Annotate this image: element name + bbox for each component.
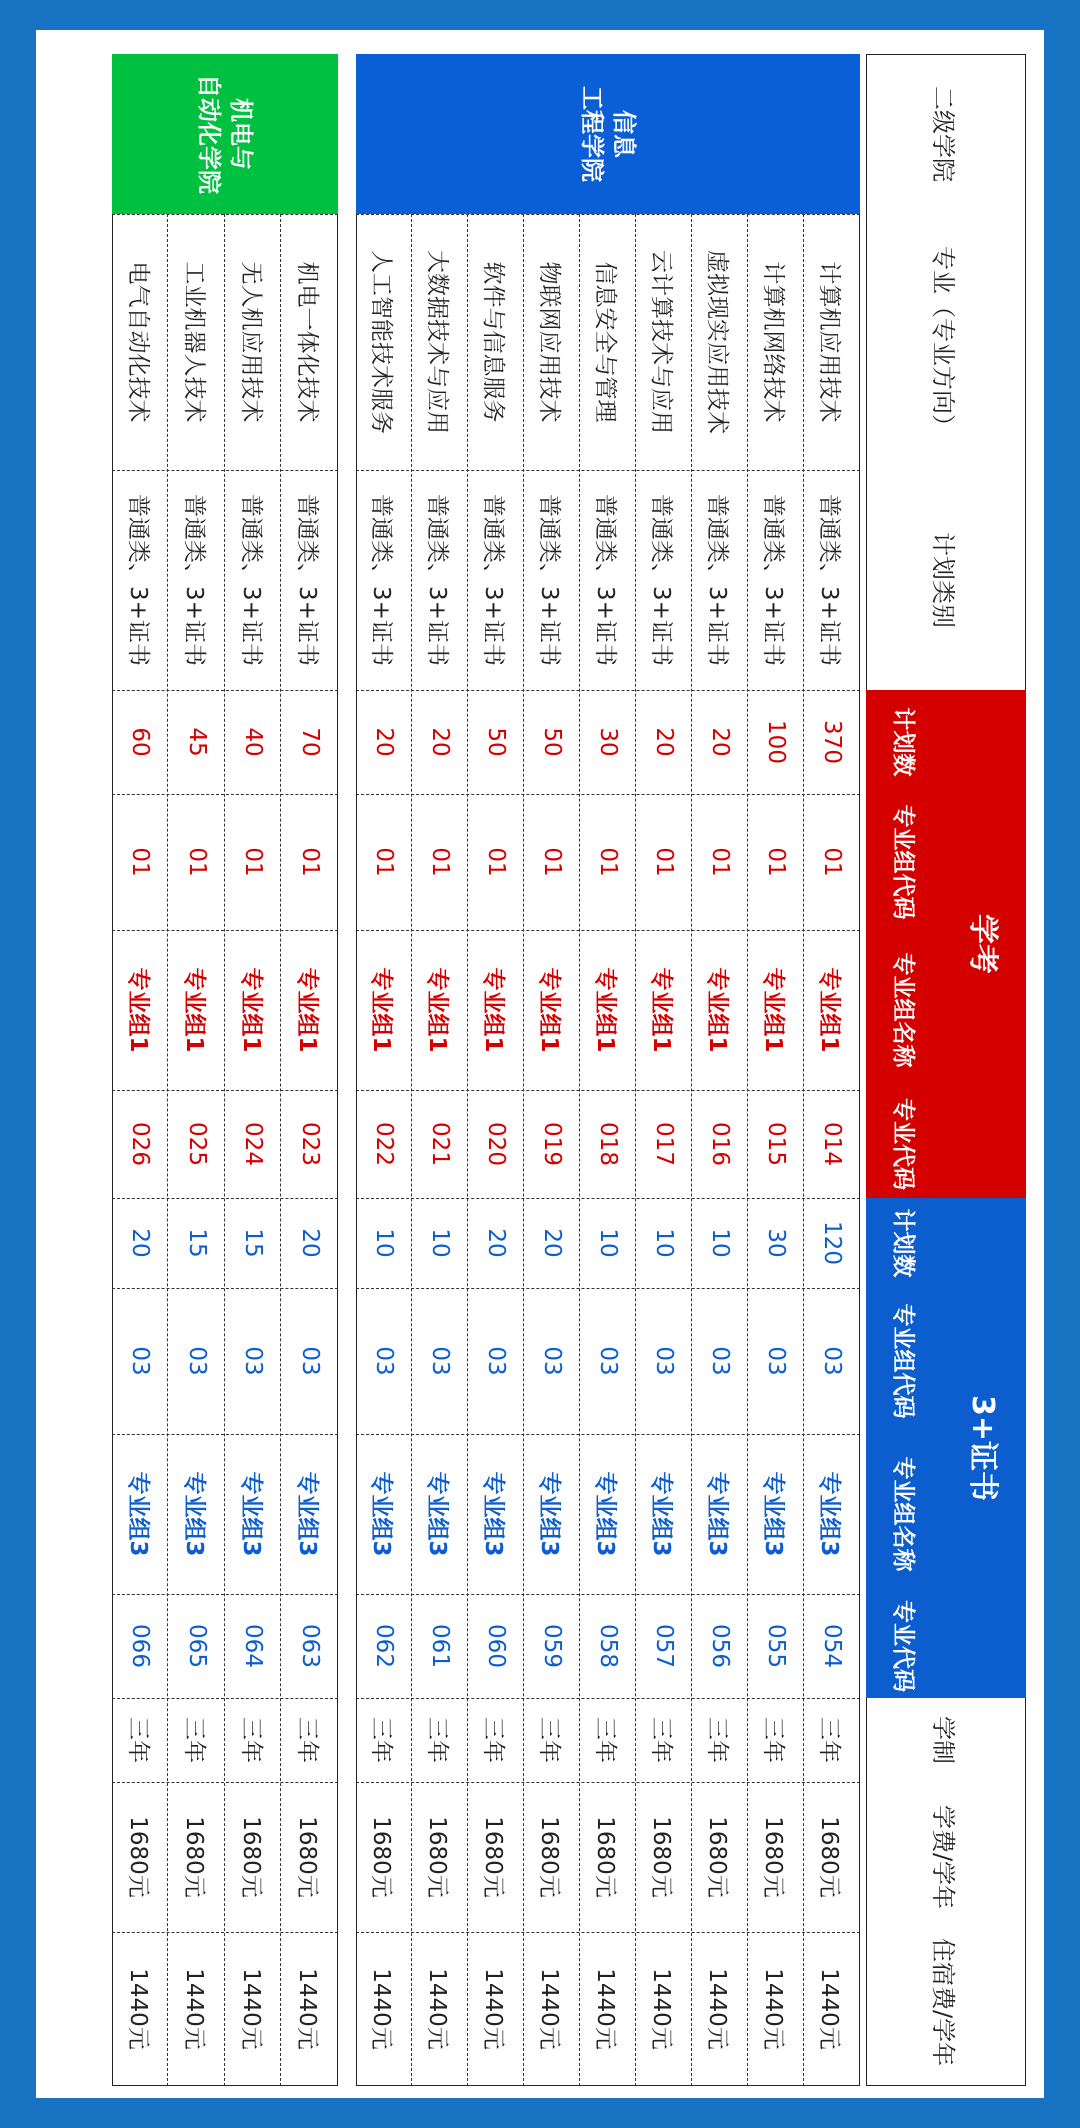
cell-c-code: 055	[763, 1624, 789, 1668]
row-divider	[168, 214, 169, 2086]
cell-years: 三年	[816, 1717, 843, 1763]
cell-x-gname: 专业组1	[536, 967, 563, 1053]
cell-major: 无人机应用技术	[237, 261, 264, 423]
cell-c-code: 063	[296, 1624, 323, 1668]
cell-x-count: 30	[595, 727, 621, 757]
cell-x-code: 018	[595, 1122, 621, 1166]
cell-lodging: 1440元	[181, 1968, 208, 2050]
cell-major: 软件与信息服务	[480, 261, 507, 423]
cell-x-code: 023	[296, 1122, 323, 1166]
row-divider	[224, 214, 225, 2086]
cell-tuition: 1680元	[294, 1816, 321, 1898]
cert-group-name-header: 专业组名称	[890, 1456, 917, 1572]
cell-type: 普通类、3+证书	[368, 494, 395, 666]
header-tuition: 学费/学年	[929, 1804, 958, 1910]
xuekao-plan-count-header: 计划数	[890, 707, 917, 777]
cell-x-count: 20	[371, 727, 397, 757]
cert-major-code-header: 专业代码	[890, 1600, 917, 1692]
cell-type: 普通类、3+证书	[237, 494, 264, 666]
row-divider	[691, 214, 692, 2086]
cell-x-gname: 专业组1	[592, 967, 619, 1053]
cell-x-gname: 专业组1	[424, 967, 451, 1053]
cell-tuition: 1680元	[704, 1816, 731, 1898]
column-divider	[356, 1198, 860, 1199]
row-divider	[467, 214, 468, 2086]
cell-x-gcode: 01	[127, 847, 154, 877]
header-duration: 学制	[929, 1716, 958, 1764]
xuekao-group-code-header: 专业组代码	[890, 804, 917, 920]
cell-x-code: 017	[651, 1122, 677, 1166]
cell-lodging: 1440元	[816, 1968, 843, 2050]
column-divider	[356, 930, 860, 931]
cell-x-code: 014	[819, 1122, 845, 1166]
cell-x-gcode: 01	[296, 847, 323, 877]
cell-major: 机电一体化技术	[294, 261, 321, 423]
cell-tuition: 1680元	[648, 1816, 675, 1898]
cell-x-count: 20	[651, 727, 677, 757]
cell-c-gcode: 03	[296, 1346, 323, 1376]
cell-x-code: 016	[707, 1122, 733, 1166]
cell-tuition: 1680元	[760, 1816, 787, 1898]
college-name-line2: 工程学院	[578, 86, 606, 182]
cell-c-gcode: 03	[240, 1346, 267, 1376]
cell-x-gcode: 01	[483, 847, 509, 877]
cell-years: 三年	[480, 1717, 507, 1763]
cell-c-gname: 专业组3	[480, 1471, 507, 1557]
cell-x-gname: 专业组1	[704, 967, 731, 1053]
cell-major: 物联网应用技术	[536, 261, 563, 423]
cell-c-code: 065	[183, 1624, 210, 1668]
cell-x-gname: 专业组1	[124, 967, 151, 1053]
header-lodging: 住宿费/学年	[929, 1938, 958, 2067]
cell-lodging: 1440元	[237, 1968, 264, 2050]
cell-x-gname: 专业组1	[294, 967, 321, 1053]
cell-c-count: 30	[763, 1228, 789, 1258]
column-divider	[356, 1288, 860, 1289]
column-divider	[112, 1698, 338, 1699]
cell-type: 普通类、3+证书	[181, 494, 208, 666]
cell-c-gname: 专业组3	[648, 1471, 675, 1557]
cert-title: 3+证书	[965, 1394, 1000, 1501]
college-name-line1: 信息	[610, 110, 639, 158]
cell-c-code: 064	[240, 1624, 267, 1668]
cell-c-gcode: 03	[651, 1346, 677, 1376]
xuekao-title: 学考	[965, 914, 1000, 974]
college-name-line2: 自动化学院	[195, 74, 223, 194]
cell-years: 三年	[237, 1717, 264, 1763]
cell-years: 三年	[704, 1717, 731, 1763]
cell-lodging: 1440元	[704, 1968, 731, 2050]
cell-tuition: 1680元	[237, 1816, 264, 1898]
cell-x-gname: 专业组1	[368, 967, 395, 1053]
cell-x-code: 025	[183, 1122, 210, 1166]
column-divider	[356, 794, 860, 795]
cell-c-count: 20	[127, 1228, 154, 1258]
cell-c-code: 060	[483, 1624, 509, 1668]
cell-c-gcode: 03	[427, 1346, 453, 1376]
cell-c-count: 15	[240, 1228, 267, 1258]
cell-c-code: 059	[539, 1624, 565, 1668]
column-divider	[112, 1434, 338, 1435]
cell-major: 工业机器人技术	[181, 261, 208, 423]
cell-x-gcode: 01	[240, 847, 267, 877]
cell-c-gcode: 03	[595, 1346, 621, 1376]
cell-c-count: 20	[483, 1228, 509, 1258]
cell-c-gcode: 03	[371, 1346, 397, 1376]
cell-x-gname: 专业组1	[816, 967, 843, 1053]
row-divider	[579, 214, 580, 2086]
column-divider	[112, 794, 338, 795]
cell-x-count: 370	[819, 720, 845, 764]
cell-c-code: 066	[127, 1624, 154, 1668]
row-divider	[747, 214, 748, 2086]
cell-type: 普通类、3+证书	[816, 494, 843, 666]
cert-group-code-header: 专业组代码	[890, 1303, 917, 1419]
row-divider	[523, 214, 524, 2086]
cell-c-count: 10	[595, 1228, 621, 1258]
cell-x-gname: 专业组1	[760, 967, 787, 1053]
cell-x-count: 50	[483, 727, 509, 757]
college-info-engineering	[356, 54, 860, 214]
cell-c-gcode: 03	[763, 1346, 789, 1376]
cell-x-gname: 专业组1	[181, 967, 208, 1053]
column-divider	[112, 1932, 338, 1933]
cell-years: 三年	[536, 1717, 563, 1763]
cell-c-gcode: 03	[127, 1346, 154, 1376]
cell-lodging: 1440元	[480, 1968, 507, 2050]
cell-lodging: 1440元	[424, 1968, 451, 2050]
column-divider	[356, 1932, 860, 1933]
cell-lodging: 1440元	[536, 1968, 563, 2050]
cell-x-count: 40	[240, 727, 267, 757]
cell-lodging: 1440元	[294, 1968, 321, 2050]
cell-type: 普通类、3+证书	[760, 494, 787, 666]
cell-years: 三年	[760, 1717, 787, 1763]
cell-tuition: 1680元	[592, 1816, 619, 1898]
cell-years: 三年	[124, 1717, 151, 1763]
cell-x-gname: 专业组1	[237, 967, 264, 1053]
column-divider	[356, 470, 860, 471]
cell-c-code: 056	[707, 1624, 733, 1668]
cell-x-code: 015	[763, 1122, 789, 1166]
cell-c-gname: 专业组3	[368, 1471, 395, 1557]
column-divider	[356, 1090, 860, 1091]
cell-lodging: 1440元	[592, 1968, 619, 2050]
cell-x-gcode: 01	[183, 847, 210, 877]
cell-x-count: 20	[427, 727, 453, 757]
cell-c-gname: 专业组3	[181, 1471, 208, 1557]
cell-c-code: 061	[427, 1624, 453, 1668]
cell-x-code: 024	[240, 1122, 267, 1166]
cell-c-count: 20	[539, 1228, 565, 1258]
cell-c-gname: 专业组3	[237, 1471, 264, 1557]
cell-x-count: 70	[296, 727, 323, 757]
cell-c-code: 062	[371, 1624, 397, 1668]
cell-tuition: 1680元	[816, 1816, 843, 1898]
row-divider	[411, 214, 412, 2086]
cell-tuition: 1680元	[424, 1816, 451, 1898]
cell-type: 普通类、3+证书	[124, 494, 151, 666]
cell-lodging: 1440元	[648, 1968, 675, 2050]
cell-tuition: 1680元	[480, 1816, 507, 1898]
cert-plan-count-header: 计划数	[890, 1208, 917, 1278]
column-divider	[356, 1434, 860, 1435]
cell-c-code: 057	[651, 1624, 677, 1668]
cell-c-code: 058	[595, 1624, 621, 1668]
cell-x-count: 60	[127, 727, 154, 757]
cell-major: 云计算技术与应用	[648, 250, 675, 434]
cell-c-gcode: 03	[539, 1346, 565, 1376]
cell-c-gname: 专业组3	[704, 1471, 731, 1557]
cell-type: 普通类、3+证书	[648, 494, 675, 666]
cell-major: 大数据技术与应用	[424, 250, 451, 434]
college-name-line1: 机电与	[227, 98, 256, 170]
cell-c-gcode: 03	[707, 1346, 733, 1376]
cell-years: 三年	[592, 1717, 619, 1763]
enrollment-table	[36, 30, 1044, 2098]
cell-x-code: 026	[127, 1122, 154, 1166]
cell-type: 普通类、3+证书	[536, 494, 563, 666]
cell-x-code: 022	[371, 1122, 397, 1166]
cell-years: 三年	[368, 1717, 395, 1763]
cell-c-gcode: 03	[183, 1346, 210, 1376]
cell-c-count: 10	[707, 1228, 733, 1258]
cell-c-gname: 专业组3	[536, 1471, 563, 1557]
cell-x-count: 45	[183, 727, 210, 757]
xuekao-major-code-header: 专业代码	[890, 1098, 917, 1190]
cell-major: 计算机应用技术	[816, 261, 843, 423]
xuekao-group-name-header: 专业组名称	[890, 952, 917, 1068]
cell-type: 普通类、3+证书	[592, 494, 619, 666]
cell-c-count: 20	[296, 1228, 323, 1258]
cell-lodging: 1440元	[760, 1968, 787, 2050]
column-divider	[112, 930, 338, 931]
cell-x-code: 020	[483, 1122, 509, 1166]
header-plan-type: 计划类别	[929, 532, 958, 628]
cell-c-gname: 专业组3	[424, 1471, 451, 1557]
column-divider	[112, 1090, 338, 1091]
cell-x-gcode: 01	[819, 847, 845, 877]
document-page	[36, 30, 1044, 2098]
cell-x-code: 021	[427, 1122, 453, 1166]
cell-c-count: 120	[819, 1221, 845, 1265]
cell-years: 三年	[648, 1717, 675, 1763]
cell-tuition: 1680元	[536, 1816, 563, 1898]
cell-c-gname: 专业组3	[816, 1471, 843, 1557]
header-college: 二级学院	[929, 86, 958, 182]
cell-c-count: 15	[183, 1228, 210, 1258]
cell-years: 三年	[424, 1717, 451, 1763]
cell-x-gcode: 01	[595, 847, 621, 877]
cell-c-gname: 专业组3	[294, 1471, 321, 1557]
cell-x-gname: 专业组1	[648, 967, 675, 1053]
column-divider	[356, 1594, 860, 1595]
cell-type: 普通类、3+证书	[294, 494, 321, 666]
row-divider	[803, 214, 804, 2086]
cell-c-count: 10	[371, 1228, 397, 1258]
cell-type: 普通类、3+证书	[480, 494, 507, 666]
column-divider	[112, 690, 338, 691]
column-divider	[112, 1288, 338, 1289]
column-divider	[112, 470, 338, 471]
cell-x-count: 20	[707, 727, 733, 757]
column-divider	[112, 1594, 338, 1595]
cell-tuition: 1680元	[181, 1816, 208, 1898]
cell-c-gname: 专业组3	[592, 1471, 619, 1557]
cell-c-count: 10	[427, 1228, 453, 1258]
column-divider	[356, 214, 860, 215]
cell-lodging: 1440元	[368, 1968, 395, 2050]
cell-c-gcode: 03	[483, 1346, 509, 1376]
header-major: 专业（专业方向）	[929, 246, 958, 438]
column-divider	[356, 1698, 860, 1699]
cell-type: 普通类、3+证书	[704, 494, 731, 666]
cell-years: 三年	[294, 1717, 321, 1763]
cell-x-count: 50	[539, 727, 565, 757]
cell-major: 电气自动化技术	[124, 261, 151, 423]
row-divider	[635, 214, 636, 2086]
cell-x-code: 019	[539, 1122, 565, 1166]
college-mechatronics	[112, 54, 338, 214]
cell-type: 普通类、3+证书	[424, 494, 451, 666]
cell-c-gname: 专业组3	[124, 1471, 151, 1557]
cell-major: 虚拟现实应用技术	[704, 250, 731, 434]
cell-tuition: 1680元	[124, 1816, 151, 1898]
cell-x-gcode: 01	[539, 847, 565, 877]
cell-x-gcode: 01	[651, 847, 677, 877]
column-divider	[356, 1782, 860, 1783]
cell-x-gname: 专业组1	[480, 967, 507, 1053]
cell-tuition: 1680元	[368, 1816, 395, 1898]
cell-x-gcode: 01	[707, 847, 733, 877]
row-divider	[281, 214, 282, 2086]
cell-major: 信息安全与管理	[592, 261, 619, 423]
column-divider	[356, 690, 860, 691]
cell-x-gcode: 01	[763, 847, 789, 877]
cell-c-gcode: 03	[819, 1346, 845, 1376]
cell-c-count: 10	[651, 1228, 677, 1258]
cell-major: 计算机网络技术	[760, 261, 787, 423]
cell-major: 人工智能技术服务	[368, 250, 395, 434]
column-divider	[112, 1198, 338, 1199]
cell-lodging: 1440元	[124, 1968, 151, 2050]
cell-years: 三年	[181, 1717, 208, 1763]
cell-x-gcode: 01	[427, 847, 453, 877]
cell-x-count: 100	[763, 720, 789, 764]
column-divider	[112, 1782, 338, 1783]
cell-c-gname: 专业组3	[760, 1471, 787, 1557]
cell-x-gcode: 01	[371, 847, 397, 877]
column-divider	[112, 214, 338, 215]
cell-c-code: 054	[819, 1624, 845, 1668]
